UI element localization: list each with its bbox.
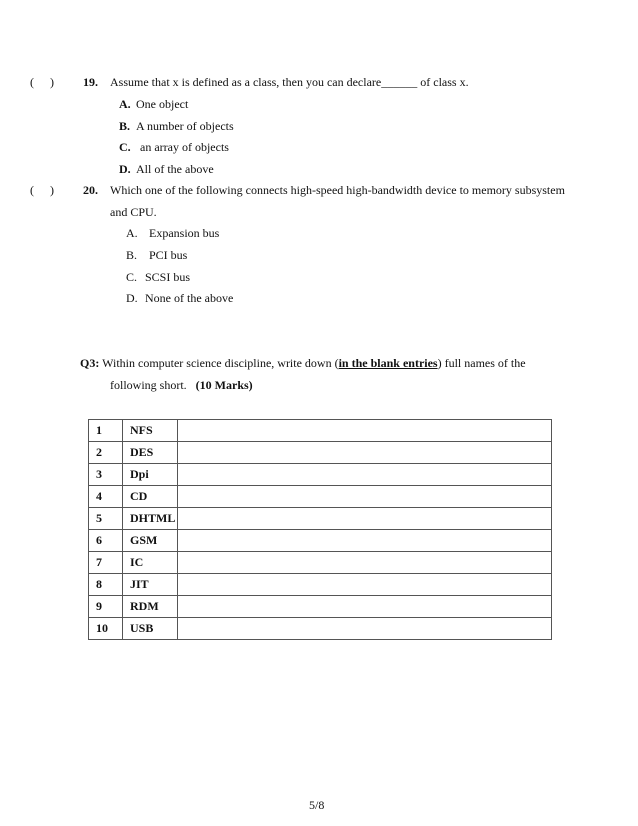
full-name-answer-cell[interactable] (178, 442, 552, 464)
abbreviation-cell: CD (123, 486, 178, 508)
option-letter: B. (126, 248, 138, 262)
row-number: 8 (89, 574, 123, 596)
question-number: 19. (83, 75, 98, 89)
row-number: 9 (89, 596, 123, 618)
option-text: A number of objects (136, 119, 234, 133)
row-number: 1 (89, 420, 123, 442)
table-row (89, 486, 552, 508)
abbreviation-cell: USB (123, 618, 178, 640)
option-text: All of the above (136, 162, 214, 176)
full-name-answer-cell[interactable] (178, 420, 552, 442)
row-number: 3 (89, 464, 123, 486)
option-text: an array of objects (140, 140, 229, 154)
option-text: One object (136, 97, 189, 111)
row-number: 2 (89, 442, 123, 464)
q3-line2: following short. (110, 378, 187, 392)
question-text: Assume that x is defined as a class, then you can declare______ of class x. (110, 75, 469, 89)
question-text: Which one of the following connects high-speed high-bandwidth device to memory subsystem (110, 183, 565, 197)
full-name-answer-cell[interactable] (178, 464, 552, 486)
table-row (89, 442, 552, 464)
row-number: 10 (89, 618, 123, 640)
option-letter: C. (119, 140, 131, 154)
option-text: SCSI bus (145, 270, 191, 284)
full-name-answer-cell[interactable] (178, 618, 552, 640)
answer-bracket-close: ) (50, 75, 54, 89)
option-letter: C. (126, 270, 138, 284)
option-letter: A. (126, 226, 138, 240)
table-row (89, 574, 552, 596)
full-name-answer-cell[interactable] (178, 486, 552, 508)
q3-instruction (80, 356, 526, 371)
answer-bracket-close: ) (50, 183, 54, 197)
row-number: 7 (89, 552, 123, 574)
option-letter: D. (119, 162, 131, 176)
question-text-continued: and CPU. (110, 205, 157, 219)
abbreviation-table (88, 419, 552, 640)
table-row (89, 552, 552, 574)
option-text: None of the above (145, 291, 234, 305)
table-row (89, 530, 552, 552)
abbreviation-cell: DHTML (123, 508, 178, 530)
row-number: 4 (89, 486, 123, 508)
abbreviation-cell: IC (123, 552, 178, 574)
page-number: 5/8 (309, 798, 325, 812)
q3-label: Q3: (80, 356, 100, 370)
table-row (89, 618, 552, 640)
abbreviation-cell: NFS (123, 420, 178, 442)
answer-bracket-open: ( (30, 75, 34, 89)
q3-instruction-line2 (110, 378, 253, 393)
abbreviation-cell: Dpi (123, 464, 178, 486)
full-name-answer-cell[interactable] (178, 508, 552, 530)
table-row (89, 596, 552, 618)
table-row (89, 464, 552, 486)
full-name-answer-cell[interactable] (178, 552, 552, 574)
abbreviation-cell: GSM (123, 530, 178, 552)
answer-bracket-open: ( (30, 183, 34, 197)
q3-marks: (10 Marks) (195, 378, 253, 392)
row-number: 5 (89, 508, 123, 530)
abbreviation-cell: RDM (123, 596, 178, 618)
row-number: 6 (89, 530, 123, 552)
q3-text-after: ) full names of the (437, 356, 526, 370)
table-row (89, 420, 552, 442)
full-name-answer-cell[interactable] (178, 574, 552, 596)
abbreviation-cell: JIT (123, 574, 178, 596)
option-text: Expansion bus (149, 226, 220, 240)
option-letter: B. (119, 119, 131, 133)
option-text: PCI bus (149, 248, 188, 262)
abbreviation-cell: DES (123, 442, 178, 464)
question-number: 20. (83, 183, 98, 197)
table-row (89, 508, 552, 530)
option-letter: A. (119, 97, 131, 111)
q3-text-before: Within computer science discipline, write down ( (102, 356, 339, 370)
full-name-answer-cell[interactable] (178, 530, 552, 552)
q3-emphasis: in the blank entries (338, 356, 438, 370)
full-name-answer-cell[interactable] (178, 596, 552, 618)
option-letter: D. (126, 291, 138, 305)
